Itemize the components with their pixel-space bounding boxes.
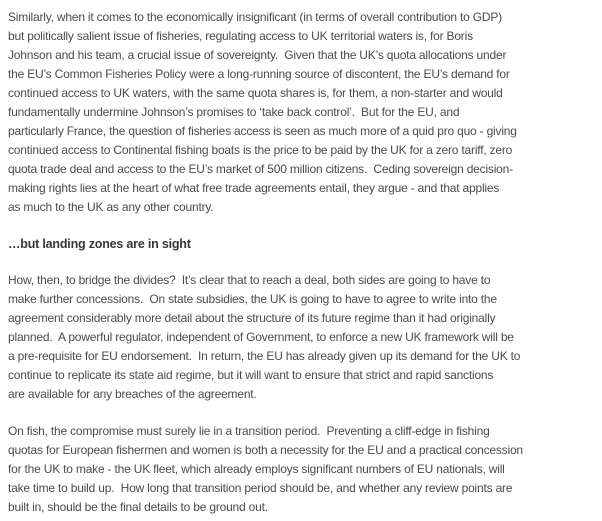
text-line: agreement considerably more detail about the structure of its future regime than it had originally xyxy=(8,311,496,325)
text-line: the EU’s Common Fisheries Policy were a long-running source of discontent, the EU’s demand for xyxy=(8,67,510,81)
text-line: How, then, to bridge the divides? It’s clear that to reach a deal, both sides are going to have to xyxy=(8,273,491,287)
paragraph xyxy=(8,271,594,404)
text-line: On fish, the compromise must surely lie in a transition period. Preventing a cliff-edge in fishing xyxy=(8,424,490,438)
text-line: making rights lies at the heart of what free trade agreements entail, they argue - and that applies xyxy=(8,181,500,195)
text-line: continue to replicate its state aid regime, but it will want to ensure that strict and rapid sanctions xyxy=(8,368,494,382)
paragraph xyxy=(8,8,594,217)
text-line: but politically salient issue of fisheries, regulating access to UK territorial waters is, for Boris xyxy=(8,29,473,43)
text-line: for the UK to make - the UK fleet, which already employs significant numbers of EU nationals, will xyxy=(8,462,505,476)
text-line: quotas for European fishermen and women is both a necessity for the EU and a practical concession xyxy=(8,443,523,457)
text-line: built in, should be the final details to be ground out. xyxy=(8,500,268,514)
text-line: particularly France, the question of fisheries access is seen as much more of a quid pro quo - giving xyxy=(8,124,517,138)
paragraph xyxy=(8,422,594,517)
text-line: fundamentally undermine Johnson’s promises to ‘take back control’. But for the EU, and xyxy=(8,105,460,119)
text-line: take time to build up. How long that transition period should be, and whether any review points are xyxy=(8,481,513,495)
text-line: quota trade deal and access to the EU’s market of 500 million citizens. Ceding sovereign decision- xyxy=(8,162,513,176)
text-line: continued access to Continental fishing boats is the price to be paid by the UK for a zero tariff, zero xyxy=(8,143,513,157)
text-line: make further concessions. On state subsidies, the UK is going to have to agree to write into the xyxy=(8,292,497,306)
text-line: a pre-requisite for EU endorsement. In return, the EU has already given up its demand for the UK to xyxy=(8,349,521,363)
text-line: planned. A powerful regulator, independent of Government, to enforce a new UK framework will be xyxy=(8,330,514,344)
section-heading: …but landing zones are in sight xyxy=(8,237,191,251)
text-line: are available for any breaches of the agreement. xyxy=(8,387,257,401)
text-line: Similarly, when it comes to the economically insignificant (in terms of overall contribution to GDP) xyxy=(8,10,502,24)
text-line: as much to the UK as any other country. xyxy=(8,200,214,214)
text-line: Johnson and his team, a crucial issue of sovereignty. Given that the UK’s quota allocations under xyxy=(8,48,507,62)
text-line: continued access to UK waters, with the same quota shares is, for them, a non-starter and would xyxy=(8,86,503,100)
